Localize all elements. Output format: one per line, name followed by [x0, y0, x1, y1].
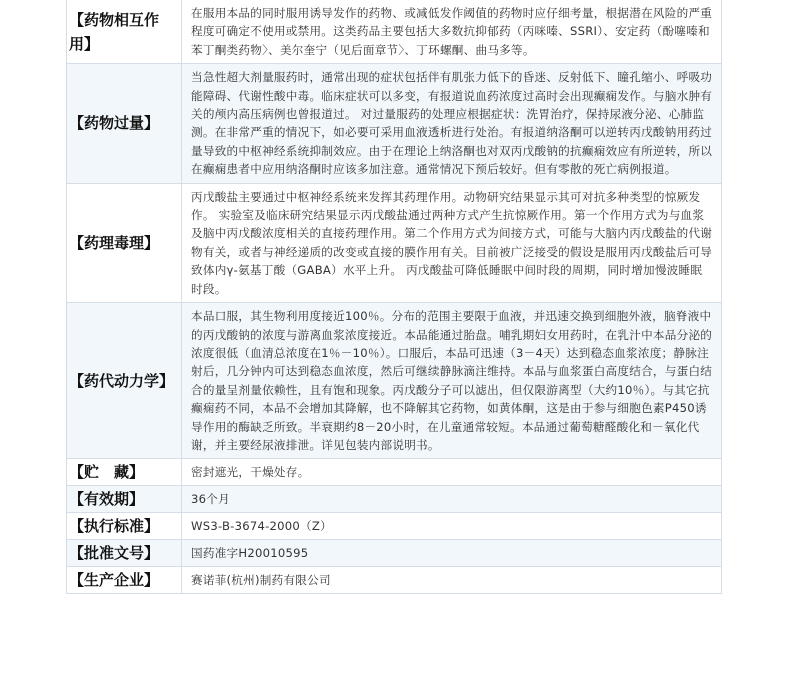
- row-label: 【药物过量】: [67, 64, 182, 183]
- row-content: 密封遮光，干燥处存。: [182, 459, 722, 486]
- table-row-interactions: [67, 0, 722, 64]
- row-label: 【生产企业】: [67, 567, 182, 594]
- row-content: 赛诺菲(杭州)制药有限公司: [182, 567, 722, 594]
- row-label: 【有效期】: [67, 486, 182, 513]
- page-bottom-margin: [0, 652, 790, 677]
- row-content: 丙戊酸盐主要通过中枢神经系统来发挥其药理作用。动物研究结果显示其可对抗多种类型的惊厥发作。 实验室及临床研究结果显示丙戊酸盐通过两种方式产生抗惊厥作用。第一个作用方式为与血浆及脑中丙戊酸浓度相关的直接药理作用。第二个作用方式为间接方式，可能与大脑内丙戊酸盐的代谢物有关，或者与神经递质的改变或直接的膜作用有关。目前被广泛接受的假设是服用丙戊酸盐后可导致体内γ-氨基丁酸（GABA）水平上升。 丙戊酸盐可降低睡眠中间时段的周期，同时增加慢波睡眠时段。: [182, 183, 722, 302]
- table-row-standard: [67, 513, 722, 540]
- row-label: 【执行标准】: [67, 513, 182, 540]
- table-row-approval-number: [67, 540, 722, 567]
- row-content: 当急性超大剂量服药时，通常出现的症状包括伴有肌张力低下的昏迷、反射低下、瞳孔缩小、呼吸功能障碍、代谢性酸中毒。临床症状可以多变，有报道说血药浓度过高时会出现癫痫发作。与脑水肿有关的颅内高压病例也曾报道过。 对过量服药的处理应根据症状：洗胃治疗，保持尿液分泌、心肺监测。在非常严重的情况下，如必要可采用血液透析进行处治。有报道纳洛酮可以逆转丙戊酸钠用药过量导致的中枢神经系统抑制效应。由于在理论上纳洛酮也对双丙戊酸钠的抗癫痫效应有所逆转，所以在癫痫患者中应用纳洛酮时应该多加注意。通常情况下预后较好。但有零散的死亡病例报道。: [182, 64, 722, 183]
- table-row-expiry: [67, 486, 722, 513]
- table-row-manufacturer: [67, 567, 722, 594]
- row-label: 【药代动力学】: [67, 303, 182, 459]
- row-content: 在服用本品的同时服用诱导发作的药物、或减低发作阈值的药物时应仔细考量，根据潜在风险的严重程度可确定不使用或禁用。这类药品主要包括大多数抗抑郁药（丙咪嗪、SSRI）、安定药（酚噻嗪和苯丁酮类药物〉、美尔奎宁（见后面章节〉、丁环螺酮、曲马多等。: [182, 0, 722, 64]
- row-label: 【贮 藏】: [67, 459, 182, 486]
- row-content: 国药准字H20010595: [182, 540, 722, 567]
- table-row-storage: [67, 459, 722, 486]
- row-content: 36个月: [182, 486, 722, 513]
- row-content: WS3-B-3674-2000（Z）: [182, 513, 722, 540]
- table-row-pharmacokinetics: [67, 303, 722, 459]
- row-label: 【药理毒理】: [67, 183, 182, 302]
- drug-info-table: [66, 0, 722, 594]
- row-label: 【药物相互作用】: [67, 0, 182, 64]
- row-content: 本品口服，其生物利用度接近100％。分布的范围主要限于血液，并迅速交换到细胞外液，脑脊液中的丙戊酸钠的浓度与游离血浆浓度接近。本品能通过胎盘。哺乳期妇女用药时，在乳汁中本品分泌的浓度很低（血清总浓度在1％－10％）。口服后，本品可迅速（3－4天）达到稳态血浆浓度；静脉注射后，几分钟内可达到稳态血浓度，然后可继续静脉滴注维持。本品与血浆蛋白高度结合，与蛋白结合的量呈剂量依赖性，且有饱和现象。丙戊酸分子可以滤出，但仅限游离型（大约10％）。与其它抗癫痫药不同，本品不会增加其降解，也不降解其它药物，如黄体酮，这是由于参与细胞色素P450诱导作用的酶缺乏所致。半衰期约8－20小时，在儿童通常较短。本品通过葡萄糖醛酸化和－氧化代谢，并主要经尿液排泄。详见包装内部说明书。: [182, 303, 722, 459]
- drug-info-sheet: [66, 0, 722, 594]
- row-label: 【批准文号】: [67, 540, 182, 567]
- table-row-pharmacology: [67, 183, 722, 302]
- table-row-overdose: [67, 64, 722, 183]
